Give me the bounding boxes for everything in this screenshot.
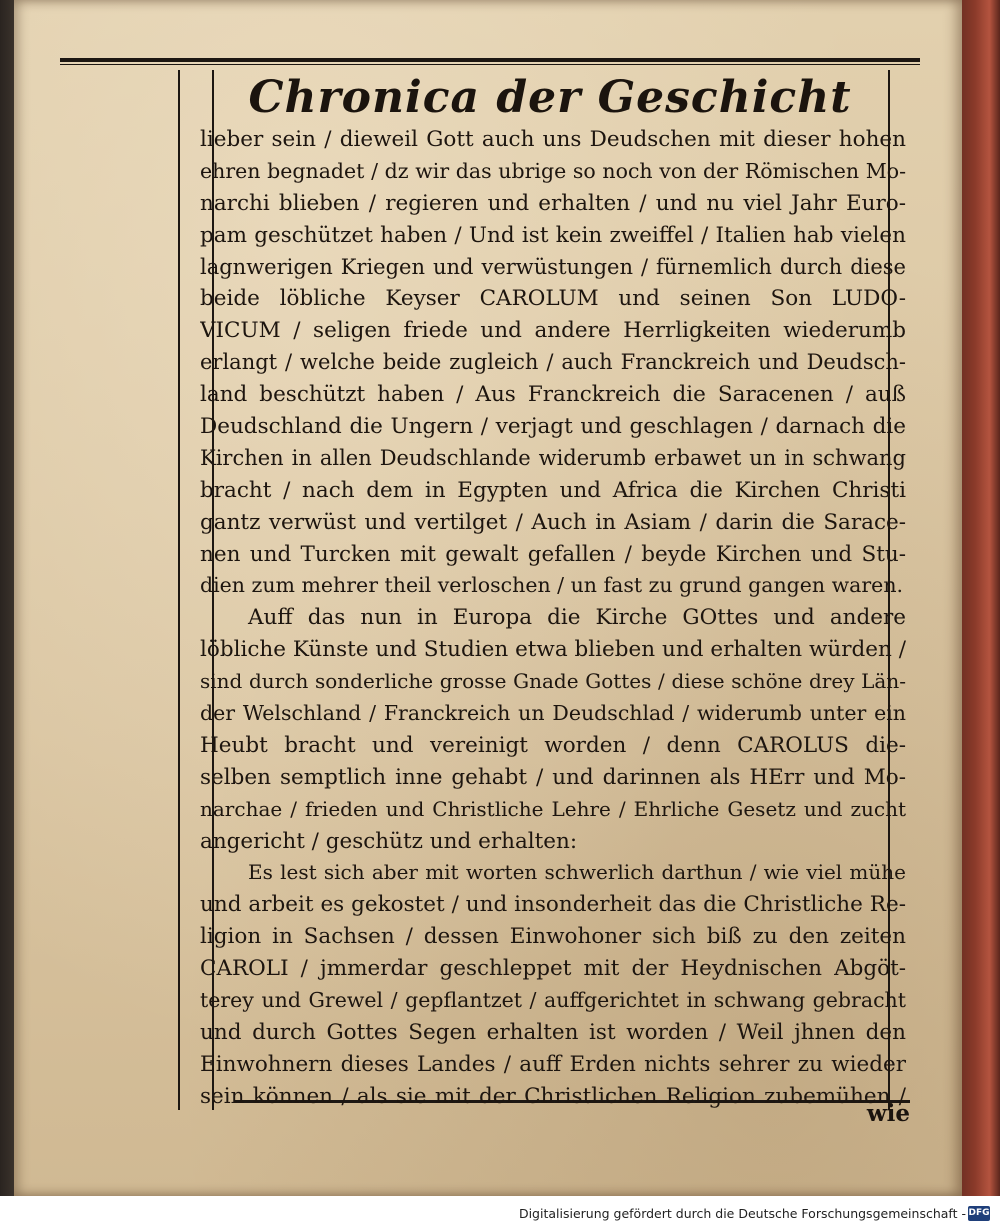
top-rule-thin (60, 64, 920, 65)
text-line: sind durch sonderliche grosse Gnade Gottes / diese schöne drey Län- (200, 669, 906, 694)
catchword: wie (866, 1100, 910, 1127)
text-line: angericht / geschütz und erhalten: (200, 828, 578, 854)
text-line: CAROLI / jmmerdar geschleppet mit der Heydnischen Abgöt- (200, 956, 906, 982)
text-line: selben semptlich inne gehabt / und darinnen als HErr und Mo- (200, 764, 906, 790)
text-line: ehren begnadet / dz wir das ubrige so noch von der Römischen Mo- (200, 158, 906, 183)
funding-credit: Digitalisierung gefördert durch die Deutsche Forschungsgemeinschaft - (518, 1206, 966, 1221)
left-margin-rule (178, 70, 180, 1110)
text-line: und arbeit es gekostet / und insonderheit das die Christliche Re- (200, 892, 906, 918)
top-rule (60, 58, 920, 62)
text-line: sein können / als sie mit der Christlichen Religion zubemühen / (200, 1083, 906, 1109)
text-line: erlangt / welche beide zugleich / auch Franckreich und Deudsch- (200, 350, 906, 375)
scan-background-left (0, 0, 14, 1196)
text-line: dien zum mehrer theil verloschen / un fast zu grund gangen waren. (200, 573, 904, 598)
text-line: löbliche Künste und Studien etwa blieben und erhalten würden / (200, 637, 906, 663)
text-line: Auff das nun in Europa die Kirche GOttes und andere (248, 605, 906, 631)
text-line: terey und Grewel / gepflantzet / auffgerichtet in schwang gebracht (200, 988, 906, 1013)
dfg-logo: DFG (968, 1206, 990, 1221)
text-line: und durch Gottes Segen erhalten ist worden / Weil jhnen den (200, 1019, 906, 1045)
text-line: der Welschland / Franckreich un Deudschlad / widerumb unter ein (200, 701, 906, 726)
text-line: Einwohnern dieses Landes / auff Erden nichts sehrer zu wieder (200, 1051, 906, 1077)
book-edge (958, 0, 1000, 1196)
text-line: bracht / nach dem in Egypten und Africa die Kirchen Christi (200, 477, 906, 503)
text-line: narchae / frieden und Christliche Lehre / Ehrliche Gesetz und zucht (200, 796, 906, 821)
text-line: nen und Turcken mit gewalt gefallen / beyde Kirchen und Stu- (200, 541, 906, 567)
running-head: Chronica der Geschicht (248, 72, 852, 123)
text-line: Deudschland die Ungern / verjagt und geschlagen / darnach die (200, 414, 906, 440)
text-line: land beschützt haben / Aus Franckreich die Saracenen / auß (200, 382, 906, 408)
text-line: beide löbliche Keyser CAROLUM und seinen Son LUDO- (200, 286, 906, 312)
text-line: Es lest sich aber mit worten schwerlich darthun / wie viel mühe (248, 860, 906, 885)
text-line: narchi blieben / regieren und erhalten / und nu viel Jahr Euro- (200, 190, 906, 216)
text-line: lieber sein / dieweil Gott auch uns Deudschen mit dieser hohen (200, 127, 906, 152)
text-line: VICUM / seligen friede und andere Herrligkeiten wiederumb (200, 318, 906, 344)
text-line: pam geschützet haben / Und ist kein zweiffel / Italien hab vielen (200, 222, 906, 248)
text-line: lagnwerigen Kriegen und verwüstungen / fürnemlich durch diese (200, 254, 906, 279)
text-line: gantz verwüst und vertilget / Auch in Asiam / darin die Sarace- (200, 509, 906, 535)
body-text (200, 124, 906, 1113)
text-line: Heubt bracht und vereinigt worden / denn CAROLUS die- (200, 732, 906, 758)
text-line: Kirchen in allen Deudschlande widerumb erbawet un in schwang (200, 445, 906, 470)
text-line: ligion in Sachsen / dessen Einwohoner sich biß zu den zeiten (200, 924, 906, 950)
